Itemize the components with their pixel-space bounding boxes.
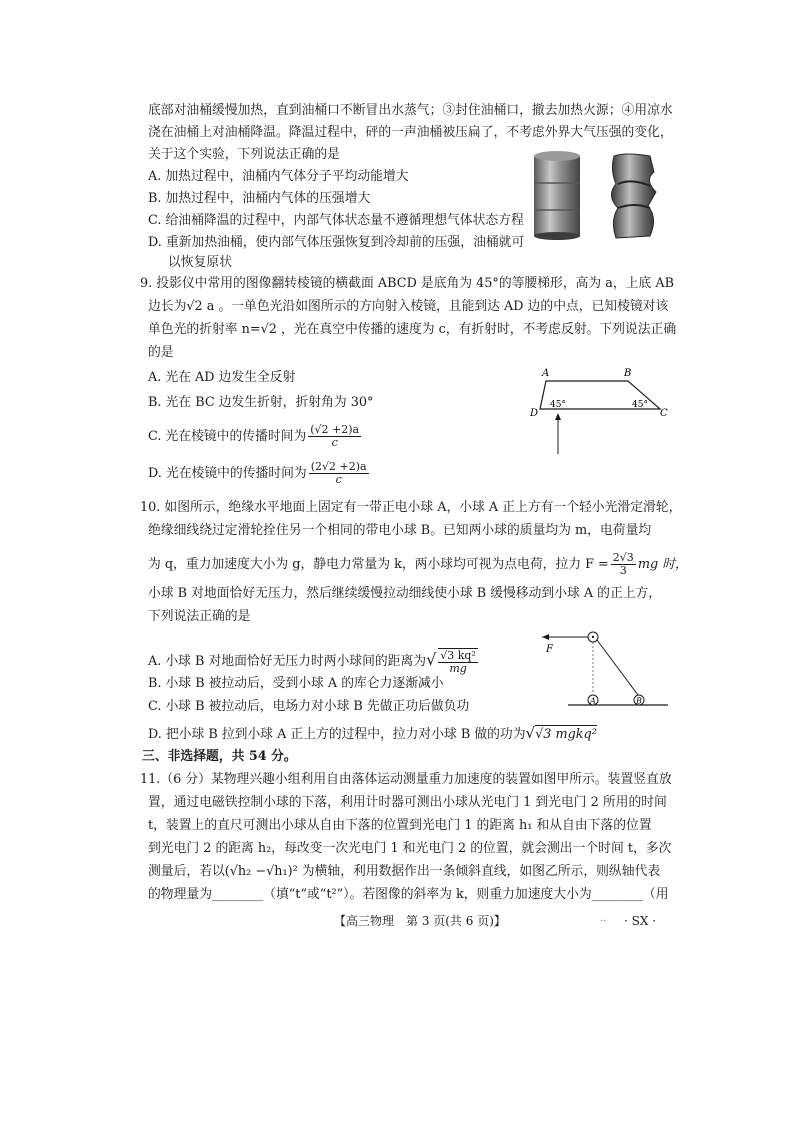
vertex-c-label: C <box>660 408 668 419</box>
force-f-label: F <box>546 644 553 655</box>
q10-line-2: 绝缘细线绕过定滑轮拴住另一个相同的带电小球 B。已知两小球的质量均为 m，电荷量均 <box>148 523 652 538</box>
q9-line-3: 单色光的折射率 n=√2 ，光在真空中传播的速度为 c，有折射时，不考虑反射。下列说法正确 <box>148 322 677 337</box>
q10-option-d-value: √3 mgkq² <box>535 727 597 742</box>
footer-code: · SX · <box>624 914 657 928</box>
q9-option-d-text: D. 光在棱镜中的传播时间为 <box>148 466 307 481</box>
q9-option-c-text: C. 光在棱镜中的传播时间为 <box>148 429 307 444</box>
q10-line-3-text: 为 q，重力加速度大小为 g，静电力常量为 k，两小球均可视为点电荷，拉力 F = <box>148 557 609 572</box>
vertex-d-label: D <box>530 408 539 419</box>
crushed-barrel <box>611 154 656 238</box>
footer-page-info: 【高三物理 第 3 页(共 6 页)】 <box>334 914 506 928</box>
q9-option-a: A. 光在 AD 边发生全反射 <box>148 370 296 385</box>
q10-line-3-suffix: mg 时， <box>637 557 688 572</box>
q9-option-d <box>148 461 371 486</box>
q11-line-3: t，装置上的直尺可测出小球从自由下落的位置到光电门 1 的距离 h₁ 和从自由下落的位置 <box>148 818 652 833</box>
angle-c-label: 45° <box>632 400 648 410</box>
q10-option-b: B. 小球 B 被拉动后，受到小球 A 的库仑力逐渐减小 <box>148 676 444 691</box>
q11-line-5: 测量后，若以(√h₂ −√h₁)² 为横轴，利用数据作出一条倾斜直线，如图乙所示，则纵轴代表 <box>148 864 661 879</box>
q11-line-1: 11.（6 分）某物理兴趣小组利用自由落体运动测量重力加速度的装置如图甲所示。装置竖直放 <box>140 772 672 787</box>
q10-option-a: A. 小球 B 对地面恰好无压力时两小球间的距离为√ $\frac{\text{√3 kq²}}{mg}$ <box>148 649 476 675</box>
q11-line-6: 的物理量为________（填“t”或“t²”）。若图像的斜率为 k，则重力加速度大小为________（用 <box>148 887 669 902</box>
q8-option-d-cont: 以恢复原状 <box>168 255 232 270</box>
q9-option-c <box>148 424 363 449</box>
q8-line-3: 关于这个实验，下列说法正确的是 <box>148 147 340 162</box>
q10-option-a-fraction: $\frac{\text{√3 kq²}}{mg}$ <box>440 649 476 675</box>
vertex-b-label: B <box>624 368 632 379</box>
q8-option-b: B. 加热过程中，油桶内气体的压强增大 <box>148 191 371 206</box>
section-3-heading: 三、非选择题，共 54 分。 <box>142 749 297 764</box>
q9-option-c-fraction: $\frac{(√2 +2)a}{c}$ <box>310 423 360 449</box>
q9-line-2: 边长为√2 a 。一单色光沿如图所示的方向射入棱镜，且能到达 AD 边的中点，已知棱镜对该 <box>148 299 669 314</box>
q8-line-2: 浇在油桶上对油桶降温。降温过程中，砰的一声油桶被压扁了，不考虑外界大气压强的变化， <box>148 125 673 140</box>
q10-line-1: 10. 如图所示，绝缘水平地面上固定有一带正电小球 A，小球 A 正上方有一个轻小光滑定滑轮， <box>140 500 682 515</box>
q10-option-c: C. 小球 B 被拉动后，电场力对小球 B 先做正功后做负功 <box>148 699 470 714</box>
footer-dots: .. <box>600 913 607 924</box>
ray-arrow-icon <box>555 413 561 420</box>
angle-d-label: 45° <box>550 400 566 410</box>
ball-a-label: A <box>590 696 596 706</box>
intact-barrel <box>534 151 580 240</box>
string-to-ball-b <box>597 640 638 695</box>
q10-line-3 <box>148 552 688 577</box>
q11-line-2: 置，通过电磁铁控制小球的下落，利用计时器可测出小球从光电门 1 到光电门 2 所用的时间 <box>148 795 667 810</box>
q10-line-5: 下列说法正确的是 <box>148 609 251 624</box>
q9-option-b: B. 光在 BC 边发生折射，折射角为 30° <box>148 395 374 410</box>
pulley-balls-figure <box>538 628 670 714</box>
q10-option-a-text: A. 小球 B 对地面恰好无压力时两小球间的距离为 <box>148 654 427 669</box>
q10-line-4: 小球 B 对地面恰好无压力，然后继续缓慢拉动细线使小球 B 缓慢移动到小球 A 的正上方， <box>148 586 662 601</box>
q8-option-d: D. 重新加热油桶，使内部气体压强恢复到冷却前的压强，油桶就可 <box>148 235 525 250</box>
force-arrow-icon <box>542 634 549 640</box>
ball-b-label: B <box>636 696 642 706</box>
q8-line-1: 底部对油桶缓慢加热，直到油桶口不断冒出水蒸气；③封住油桶口，撤去加热火源；④用凉水 <box>148 103 673 118</box>
q11-line-4: 到光电门 2 的距离 h₂，每改变一次光电门 1 和光电门 2 的位置，就会测出一个时间 t，多次 <box>148 841 672 856</box>
q9-line-4: 的是 <box>148 345 174 360</box>
q10-option-d-text: D. 把小球 B 拉到小球 A 正上方的过程中，拉力对小球 B 做的功为 <box>148 727 526 742</box>
q8-option-a: A. 加热过程中，油桶内气体分子平均动能增大 <box>148 169 409 184</box>
oil-barrel-photo <box>526 148 666 244</box>
q10-force-fraction: $\frac{2√3}{3}$ <box>612 551 634 577</box>
q10-option-d: D. 把小球 B 拉到小球 A 正上方的过程中，拉力对小球 B 做的功为√√3 mgkq² <box>148 724 597 742</box>
q9-option-d-fraction: $\frac{(2√2 +2)a}{c}$ <box>310 460 367 486</box>
vertex-a-label: A <box>542 368 550 379</box>
q9-line-1: 9. 投影仪中常用的图像翻转棱镜的横截面 ABCD 是底角为 45°的等腰梯形，高为 a，上底 AB <box>140 276 675 291</box>
q8-option-c: C. 给油桶降温的过程中，内部气体状态量不遵循理想气体状态方程 <box>148 213 524 228</box>
prism-trapezoid-figure <box>528 368 676 458</box>
